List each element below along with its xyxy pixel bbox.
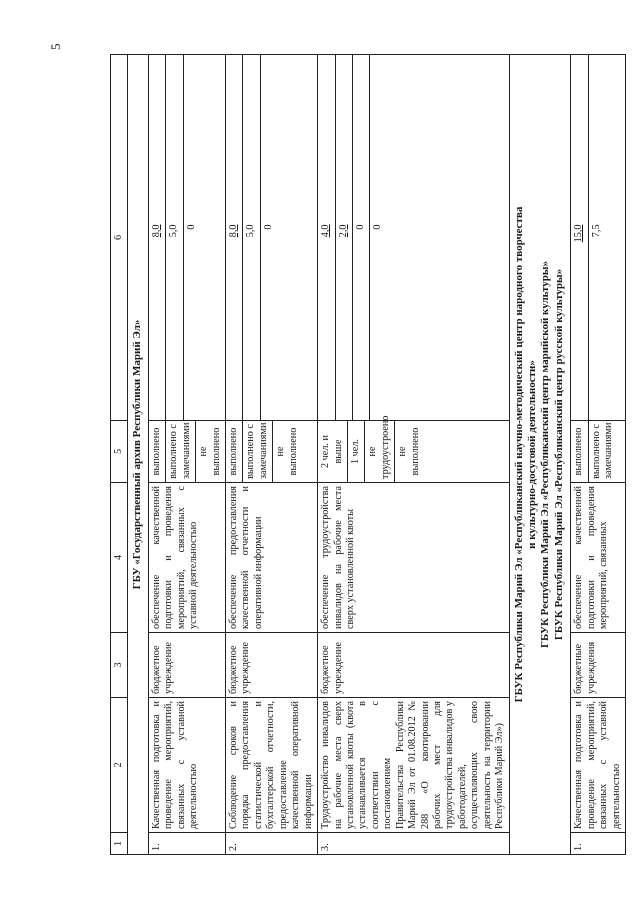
score-value: 8,0: [150, 224, 162, 238]
indicator-description: Трудоустройство инвалидов на рабочие места сверх установленной квоты (квота устанавливается в соответствии с постановлением Правительства Республики Марий Эл от 01.08.2012 № 288 «О квотировании рабочих мест для трудоустройства инвалидов у работодателей, осуществляющих свою деятельность на территории Республики Марий Эл»): [318, 698, 510, 833]
institution-type: бюджетное учреждение: [318, 633, 510, 698]
header-cell: 1: [111, 833, 128, 855]
header-row: [111, 55, 128, 855]
score-value: 15,0: [573, 224, 585, 243]
status-value: не выполнено: [397, 427, 421, 476]
score-cell: [148, 55, 225, 421]
score-value: 5,0: [245, 224, 257, 238]
section-title-line: ГБУК Республики Марий Эл «Республиканский научно-методический центр народного творчества: [512, 206, 525, 703]
score-value: 0: [372, 224, 384, 230]
criterion-text: обеспечение предоставления качественной отчетности и оперативной информации: [226, 483, 318, 633]
status-value: выполнено: [226, 421, 243, 482]
status-cell: [571, 421, 626, 483]
section-title-line: ГБУК Республики Марий Эл «Республиканский центр марийской культуры»: [539, 261, 552, 649]
status-cell: [148, 421, 225, 483]
score-value: 0: [354, 224, 366, 230]
institution-type: бюджетное учреждение: [148, 633, 225, 698]
institution-type: бюджетное учреждение: [226, 633, 318, 698]
status-value: 2 чел. и выше: [318, 421, 348, 482]
status-value: не выполнено: [198, 427, 222, 476]
criterion-text: обеспечение качественной подготовки и проведения мероприятий, связанных: [571, 483, 626, 633]
score-cell: [226, 55, 318, 421]
header-cell: 6: [111, 55, 128, 421]
score-value: 4,0: [320, 224, 332, 238]
criterion-text: обеспечение качественной подготовки и проведения мероприятий, связанных с уставной деятельностью: [148, 483, 225, 633]
section-heading-row: [128, 55, 148, 855]
score-value: 0: [262, 224, 274, 230]
status-value: не выполнено: [275, 427, 299, 476]
indicator-description: Соблюдение сроков и порядка предоставления статистической и бухгалтерской отчетности, предоставление качественной оперативной информации: [226, 698, 318, 833]
status-value: выполнено с замечаниями: [243, 421, 273, 482]
header-cell: 5: [111, 421, 128, 483]
page-number: 5: [48, 43, 63, 50]
criterion-text: обеспечение трудоустройства инвалидов на рабочие места сверх установленной квоты: [318, 483, 510, 633]
score-value: 0: [185, 224, 197, 230]
status-cell: [318, 415, 510, 483]
score-value: 2,0: [337, 224, 349, 238]
document-sheet: [110, 55, 622, 855]
criteria-table: [110, 54, 626, 855]
row-number: 1.: [148, 833, 225, 855]
section-title: ГБУ «Государственный архив Республики Марий Эл»: [128, 55, 148, 855]
indicator-description: Качественная подготовка и проведение мероприятий, связанных с уставной деятельностью: [148, 698, 225, 833]
status-value: 1 чел.: [348, 421, 365, 482]
status-value: выполнено с замечаниями: [590, 422, 615, 479]
row-number: 2.: [226, 833, 318, 855]
institution-type: бюджетные учреждения: [571, 633, 626, 698]
table-row: [318, 55, 510, 855]
section-title-block: [509, 55, 571, 855]
table-row: [571, 55, 626, 855]
score-value: 7,5: [590, 224, 602, 238]
score-value: 5,0: [168, 224, 180, 238]
indicator-description: Качественная подготовка и проведение мероприятий, связанных с уставной деятельностью: [571, 698, 626, 833]
score-cell: [571, 55, 626, 421]
section-title-line: и культурно-досуговой деятельности»: [526, 360, 539, 549]
score-value: 8,0: [228, 224, 240, 238]
status-value: выполнено: [149, 421, 166, 482]
section-title-line: ГБУК Республики Марий Эл «Республиканский центр русской культуры»: [552, 268, 565, 641]
status-value: не трудоустроено: [365, 421, 395, 482]
row-number: 1.: [571, 833, 626, 855]
row-number: 3.: [318, 833, 510, 855]
table-row: [226, 55, 318, 855]
table-row: [148, 55, 225, 855]
score-cell: [318, 55, 510, 421]
header-cell: 2: [111, 698, 128, 833]
status-value: выполнено: [571, 421, 588, 482]
status-value: выполнено с замечаниями: [166, 421, 196, 482]
section-heading-row: [509, 55, 571, 855]
status-cell: [226, 421, 318, 483]
header-cell: 3: [111, 633, 128, 698]
header-cell: 4: [111, 483, 128, 633]
